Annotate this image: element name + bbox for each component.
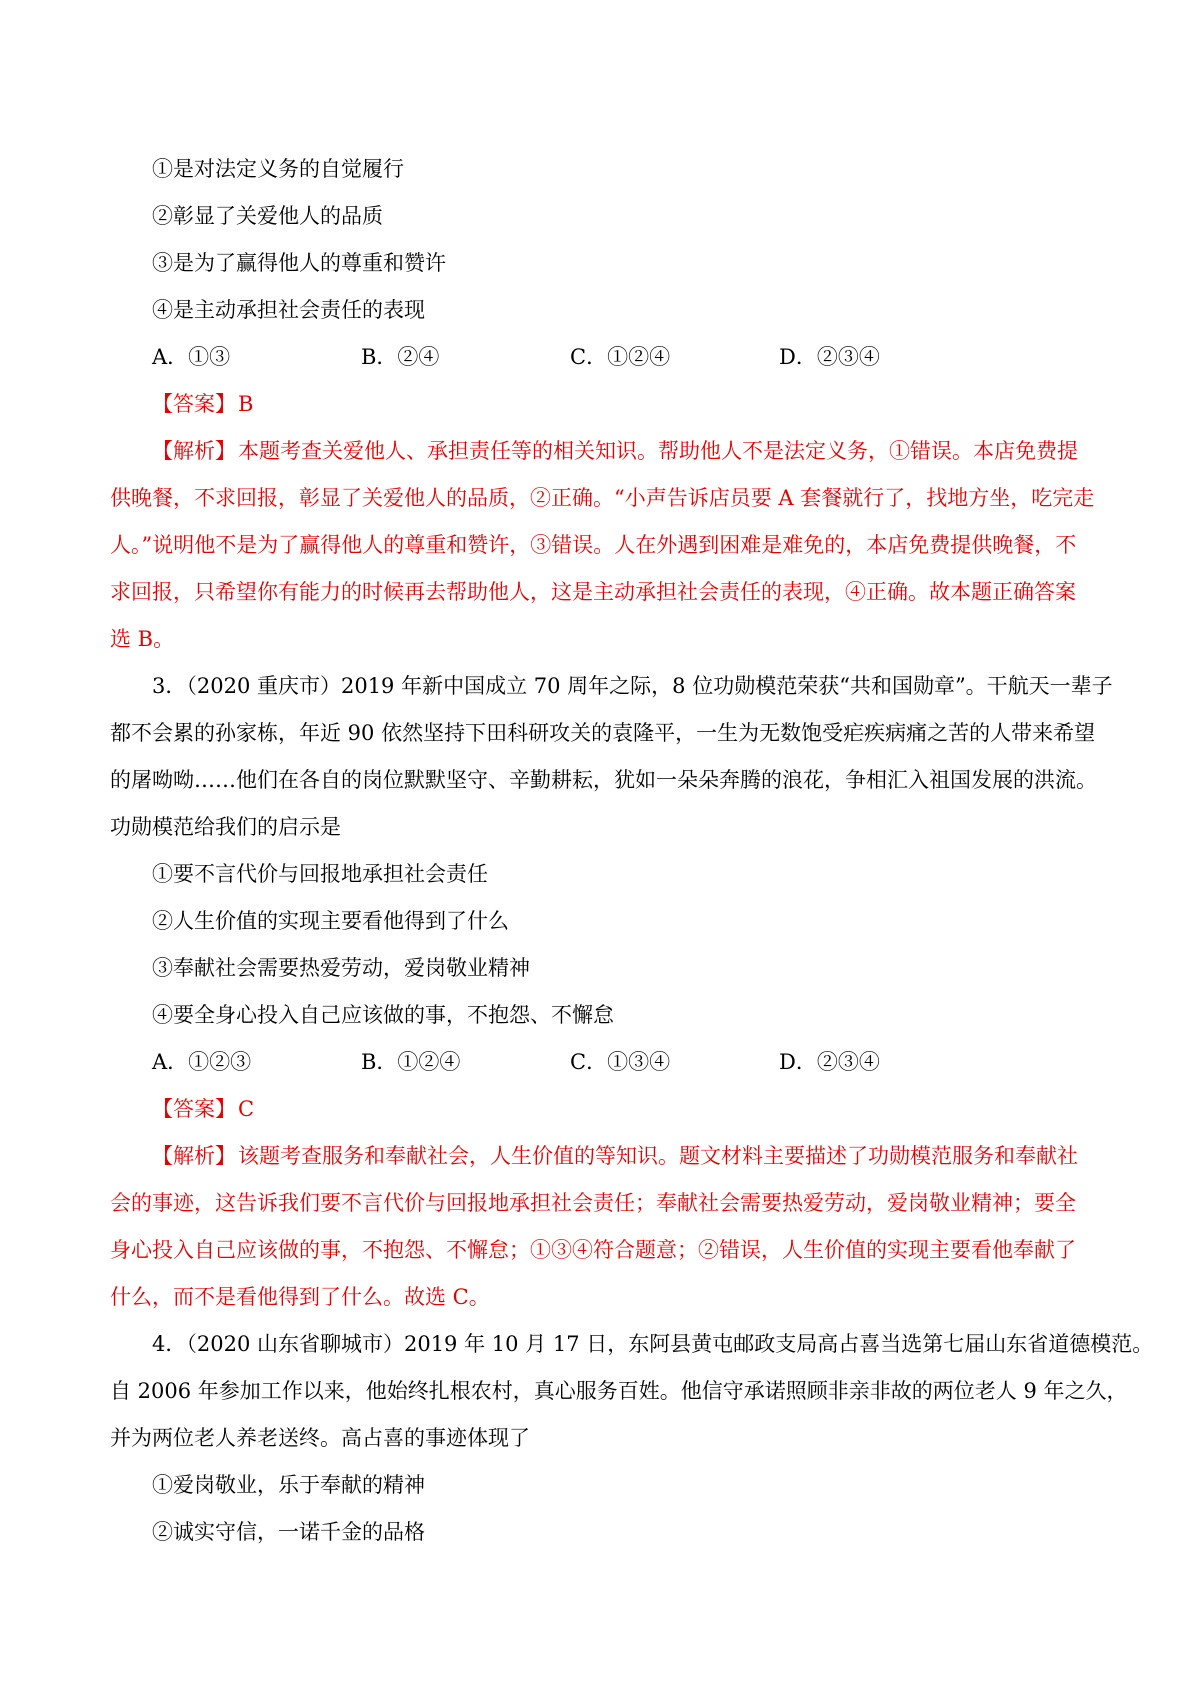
analysis-tag: 【解析】 bbox=[152, 1144, 236, 1168]
statement-line: ②人生价值的实现主要看他得到了什么 bbox=[152, 909, 509, 933]
statement-line: ①要不言代价与回报地承担社会责任 bbox=[152, 862, 488, 886]
choice-option: B．②④ bbox=[361, 345, 440, 369]
question-stem-line: 并为两位老人养老送终。高占喜的事迹体现了 bbox=[110, 1426, 530, 1450]
analysis-text: 该题考查服务和奉献社会，人生价值的等知识。题文材料主要描述了功勋模范服务和奉献社 bbox=[238, 1144, 1078, 1168]
choice-option: A．①②③ bbox=[152, 1050, 252, 1074]
analysis-line bbox=[110, 1133, 1096, 1180]
analysis-line bbox=[110, 428, 1096, 475]
choice-option: B．①②④ bbox=[361, 1050, 461, 1074]
question-stem-line: 自 2006 年参加工作以来，他始终扎根农村，真心服务百姓。他信守承诺照顾非亲非故的两位老人 9 年之久， bbox=[110, 1379, 1128, 1403]
answer-tag: 【答案】 bbox=[152, 392, 236, 416]
analysis-line: 会的事迹，这告诉我们要不言代价与回报地承担社会责任；奉献社会需要热爱劳动，爱岗敬业精神；要全 bbox=[110, 1191, 1076, 1215]
analysis-text: 本题考查关爱他人、承担责任等的相关知识。帮助他人不是法定义务，①错误。本店免费提 bbox=[238, 439, 1078, 463]
analysis-line: 什么，而不是看他得到了什么。故选 C。 bbox=[110, 1285, 490, 1309]
choice-option: D．②③④ bbox=[779, 345, 880, 369]
analysis-tag: 【解析】 bbox=[152, 439, 236, 463]
statement-line: ③奉献社会需要热爱劳动，爱岗敬业精神 bbox=[152, 956, 530, 980]
answer-line bbox=[110, 381, 1096, 428]
question-stem-line: 的屠呦呦……他们在各自的岗位默默坚守、辛勤耕耘，犹如一朵朵奔腾的浪花，争相汇入祖国发展的洪流。 bbox=[110, 768, 1097, 792]
question-stem-line: 4．（2020 山东省聊城市）2019 年 10 月 17 日，东阿县黄屯邮政支局高占喜当选第七届山东省道德模范。 bbox=[152, 1332, 1154, 1356]
answer-value: B bbox=[238, 392, 254, 416]
question-stem-line: 3．（2020 重庆市）2019 年新中国成立 70 周年之际，8 位功勋模范荣获“共和国勋章”。干航天一辈子 bbox=[152, 674, 1113, 698]
statement-line: ④是主动承担社会责任的表现 bbox=[152, 298, 425, 322]
statement-line: ②诚实守信，一诺千金的品格 bbox=[152, 1520, 425, 1544]
statement-line: ②彰显了关爱他人的品质 bbox=[152, 204, 383, 228]
analysis-line: 求回报，只希望你有能力的时候再去帮助他人，这是主动承担社会责任的表现，④正确。故本题正确答案 bbox=[110, 580, 1076, 604]
question-stem-line: 功勋模范给我们的启示是 bbox=[110, 815, 341, 839]
analysis-line: 身心投入自己应该做的事，不抱怨、不懈怠；①③④符合题意；②错误，人生价值的实现主要看他奉献了 bbox=[110, 1238, 1076, 1262]
choice-option: C．①③④ bbox=[570, 1050, 671, 1074]
analysis-line: 选 B。 bbox=[110, 627, 175, 651]
answer-tag: 【答案】 bbox=[152, 1097, 236, 1121]
statement-line: ①爱岗敬业，乐于奉献的精神 bbox=[152, 1473, 425, 1497]
statement-line: ③是为了赢得他人的尊重和赞许 bbox=[152, 251, 446, 275]
statement-line: ①是对法定义务的自觉履行 bbox=[152, 157, 404, 181]
answer-value: C bbox=[238, 1097, 255, 1121]
analysis-line: 供晚餐，不求回报，彰显了关爱他人的品质，②正确。“小声告诉店员要 A 套餐就行了，找地方坐，吃完走 bbox=[110, 486, 1095, 510]
choice-option: C．①②④ bbox=[570, 345, 671, 369]
answer-line bbox=[110, 1086, 1096, 1133]
analysis-line: 人。”说明他不是为了赢得他人的尊重和赞许，③错误。人在外遇到困难是难免的，本店免费提供晚餐，不 bbox=[110, 533, 1077, 557]
choice-option: D．②③④ bbox=[779, 1050, 880, 1074]
statement-line: ④要全身心投入自己应该做的事，不抱怨、不懈怠 bbox=[152, 1003, 614, 1027]
choice-row bbox=[110, 334, 1096, 381]
choice-row bbox=[110, 1039, 1096, 1086]
choice-option: A．①③ bbox=[152, 345, 231, 369]
question-stem-line: 都不会累的孙家栋，年近 90 依然坚持下田科研攻关的袁隆平，一生为无数饱受疟疾病痛之苦的人带来希望 bbox=[110, 721, 1096, 745]
